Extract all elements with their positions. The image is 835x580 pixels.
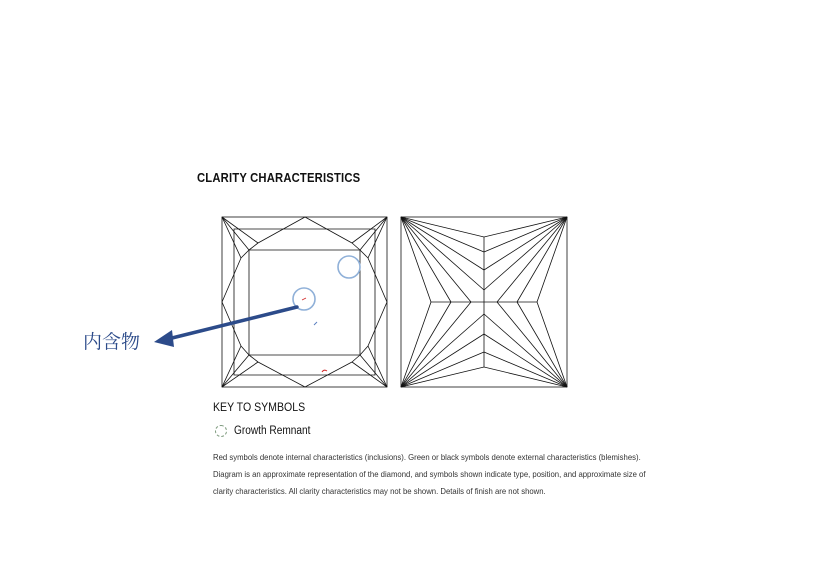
key-item-label: Growth Remnant xyxy=(234,425,311,437)
inclusion-annotation-label: 内含物 xyxy=(83,331,141,353)
clarity-characteristics-title: CLARITY CHARACTERISTICS xyxy=(197,171,361,185)
annotation-arrow xyxy=(154,307,297,347)
crown-table xyxy=(249,250,360,355)
disclaimer-line-3: clarity characteristics. All clarity characteristics may not be shown. Details of finish are not shown. xyxy=(213,486,546,496)
disclaimer-line-1: Red symbols denote internal characteristics (inclusions). Green or black symbols denote external characteristics (blemishes). xyxy=(213,452,641,462)
disclaimer-text xyxy=(213,449,713,500)
growth-remnant-icon xyxy=(215,425,227,437)
inclusion-mark-1 xyxy=(302,298,306,300)
inclusion-mark-2 xyxy=(314,322,317,325)
key-to-symbols-title: KEY TO SYMBOLS xyxy=(213,400,306,414)
crown-outline xyxy=(222,217,387,387)
crown-view xyxy=(222,217,387,387)
crown-inner-frame xyxy=(234,229,375,375)
pavilion-view xyxy=(401,217,567,387)
inclusion-mark-3 xyxy=(322,370,327,372)
disclaimer-line-2: Diagram is an approximate representation of the diamond, and symbols shown indicate type, position, and approximate size of xyxy=(213,469,646,479)
inclusion-circle-1 xyxy=(338,256,360,278)
key-item-growth-remnant xyxy=(215,424,321,438)
